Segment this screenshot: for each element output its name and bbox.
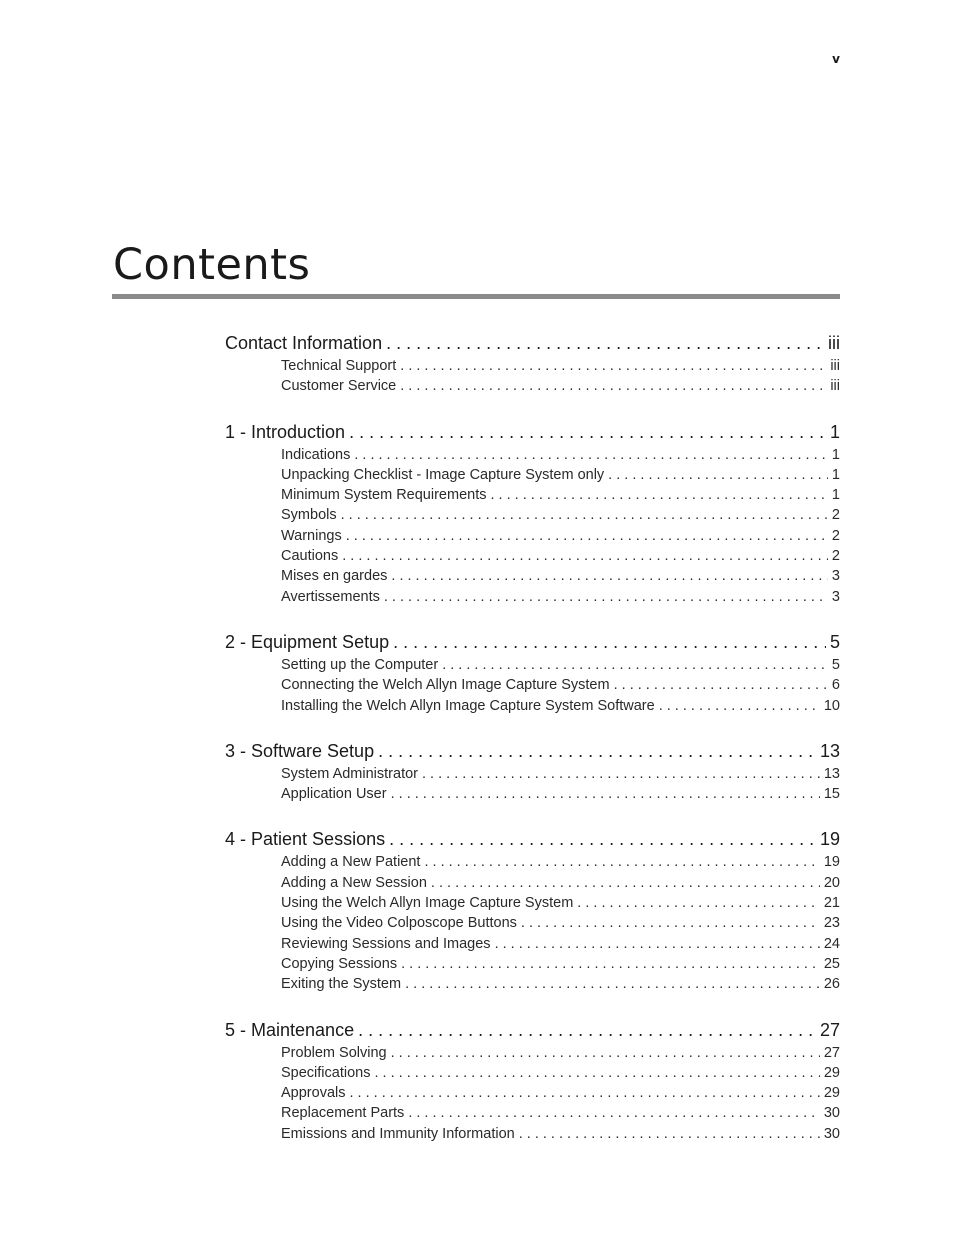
toc-subentry-title: Unpacking Checklist - Image Capture System only [281,466,605,483]
toc-leader-dots [389,826,816,852]
toc-section [225,330,840,397]
toc-subentry[interactable] [281,873,840,893]
toc-chapter-page: iii [828,333,840,353]
toc-subentry[interactable] [281,974,840,994]
toc-subentry-page: 15 [823,786,840,803]
toc-leader-dots [405,974,820,994]
toc-subentry[interactable] [281,1043,840,1063]
toc-leader-dots [391,1043,820,1063]
toc-subentry-page: 20 [823,874,840,891]
toc-subentry-page: 3 [831,568,840,585]
toc-subentry-page: 25 [823,955,840,972]
toc-subentry[interactable] [281,934,840,954]
toc-subentry-page: iii [830,378,840,395]
toc-chapter-title: 5 - Maintenance [225,1019,355,1040]
toc-leader-dots [431,873,820,893]
toc-leader-dots [490,485,827,505]
toc-section [225,1017,840,1144]
toc-chapter-entry[interactable] [225,419,840,445]
toc-subentry[interactable] [281,655,840,675]
toc-subentry[interactable] [281,465,840,485]
toc-section [225,629,840,716]
toc-subentry[interactable] [281,505,840,525]
toc-chapter-page: 13 [819,740,840,761]
toc-subentry-title: Mises en gardes [281,568,388,585]
table-of-contents [225,330,840,1166]
toc-subentry-page: 2 [831,548,840,565]
toc-subentry-page: 23 [823,915,840,932]
toc-subentry[interactable] [281,445,840,465]
toc-subentry-page: 2 [831,527,840,544]
toc-subentry-page: 30 [823,1125,840,1142]
toc-subentry-title: System Administrator [281,765,418,782]
toc-subentry-title: Exiting the System [281,976,402,993]
toc-subentry[interactable] [281,566,840,586]
toc-leader-dots [424,852,819,872]
toc-subentry-title: Specifications [281,1064,371,1081]
toc-leader-dots [519,1124,820,1144]
toc-leader-dots [577,893,820,913]
toc-leader-dots [408,1103,820,1123]
toc-chapter-entry[interactable] [225,826,840,852]
toc-subentry-page: 29 [823,1064,840,1081]
toc-leader-dots [659,696,820,716]
toc-subentry-title: Technical Support [281,358,397,374]
toc-section [225,826,840,994]
toc-subentry[interactable] [281,1083,840,1103]
toc-subentry-page: 30 [823,1105,840,1122]
toc-leader-dots [354,445,828,465]
toc-subentry-title: Avertissements [281,588,380,605]
page-number: v [832,52,840,66]
toc-subentry-title: Cautions [281,548,339,565]
toc-leader-dots [521,913,820,933]
toc-leader-dots [442,655,828,675]
toc-leader-dots [378,738,816,764]
toc-subentry[interactable] [281,913,840,933]
toc-subentry[interactable] [281,485,840,505]
toc-subentry[interactable] [281,1124,840,1144]
toc-section [225,419,840,607]
toc-subentry-title: Warnings [281,527,342,544]
toc-subentry-page: 1 [831,446,840,463]
toc-subentry-page: 21 [823,895,840,912]
toc-subentry[interactable] [281,784,840,804]
toc-chapter-title: 2 - Equipment Setup [225,631,390,652]
toc-leader-dots [386,330,824,356]
toc-leader-dots [342,546,828,566]
toc-section [225,738,840,805]
toc-subentry-page: 27 [823,1044,840,1061]
toc-chapter-page: 5 [829,631,840,652]
toc-subentry-page: 2 [831,507,840,524]
toc-leader-dots [391,566,828,586]
toc-leader-dots [374,1063,819,1083]
toc-subentry[interactable] [281,356,840,376]
toc-subentry-title: Installing the Welch Allyn Image Capture System Software [281,697,655,714]
toc-leader-dots [384,587,828,607]
toc-subentry-page: 6 [831,677,840,694]
toc-subentry-page: iii [830,358,840,374]
toc-chapter-page: 27 [819,1019,840,1040]
toc-subentry-title: Problem Solving [281,1044,387,1061]
toc-leader-dots [349,1083,819,1103]
toc-subentry-title: Symbols [281,507,337,524]
toc-subentry-title: Using the Welch Allyn Image Capture System [281,895,574,912]
toc-subentry-page: 1 [831,487,840,504]
toc-leader-dots [349,419,826,445]
toc-subentry-page: 19 [823,854,840,871]
toc-subentry[interactable] [281,546,840,566]
toc-subentry-title: Emissions and Immunity Information [281,1125,515,1142]
toc-subentry-page: 29 [823,1085,840,1102]
toc-subentry-title: Connecting the Welch Allyn Image Capture System [281,677,610,694]
toc-leader-dots [346,526,828,546]
toc-subentry-title: Customer Service [281,378,397,395]
toc-chapter-page: 1 [829,421,840,442]
toc-chapter-entry[interactable] [225,629,840,655]
page-title: Contents [113,240,311,290]
toc-subentry[interactable] [281,954,840,974]
toc-chapter-entry[interactable] [225,330,840,356]
toc-subentry[interactable] [281,1103,840,1123]
toc-subentry[interactable] [281,852,840,872]
toc-chapter-title: 4 - Patient Sessions [225,829,386,850]
toc-chapter-title: 1 - Introduction [225,421,346,442]
toc-subentry[interactable] [281,526,840,546]
toc-subentry-title: Adding a New Session [281,874,427,891]
toc-subentry[interactable] [281,1063,840,1083]
toc-leader-dots [401,954,820,974]
toc-leader-dots [614,675,828,695]
toc-subentry-title: Application User [281,786,387,803]
toc-subentry[interactable] [281,764,840,784]
toc-subentry[interactable] [281,893,840,913]
toc-leader-dots [358,1017,816,1043]
toc-subentry-title: Copying Sessions [281,955,398,972]
toc-leader-dots [393,629,826,655]
toc-leader-dots [400,376,826,396]
toc-subentry-title: Using the Video Colposcope Buttons [281,915,517,932]
toc-subentry-page: 5 [831,656,840,673]
toc-subentry-page: 26 [823,976,840,993]
toc-subentry[interactable] [281,696,840,716]
toc-leader-dots [341,505,828,525]
toc-subentry-title: Setting up the Computer [281,656,439,673]
toc-subentry-title: Reviewing Sessions and Images [281,935,491,952]
toc-subentry[interactable] [281,376,840,396]
toc-subentry-page: 10 [823,697,840,714]
toc-subentry-page: 3 [831,588,840,605]
toc-subentry-title: Approvals [281,1085,346,1102]
toc-subentry[interactable] [281,587,840,607]
toc-leader-dots [400,356,826,376]
toc-subentry-page: 13 [823,765,840,782]
toc-leader-dots [608,465,828,485]
toc-subentry-page: 24 [823,935,840,952]
toc-subentry[interactable] [281,675,840,695]
title-rule [112,294,840,299]
toc-chapter-entry[interactable] [225,1017,840,1043]
toc-chapter-entry[interactable] [225,738,840,764]
toc-leader-dots [391,784,820,804]
toc-subentry-title: Minimum System Requirements [281,487,487,504]
toc-leader-dots [495,934,820,954]
toc-leader-dots [422,764,820,784]
toc-chapter-title: Contact Information [225,333,383,353]
toc-subentry-title: Indications [281,446,351,463]
toc-chapter-title: 3 - Software Setup [225,740,375,761]
toc-subentry-title: Replacement Parts [281,1105,405,1122]
toc-subentry-page: 1 [831,466,840,483]
toc-chapter-page: 19 [819,829,840,850]
toc-subentry-title: Adding a New Patient [281,854,421,871]
